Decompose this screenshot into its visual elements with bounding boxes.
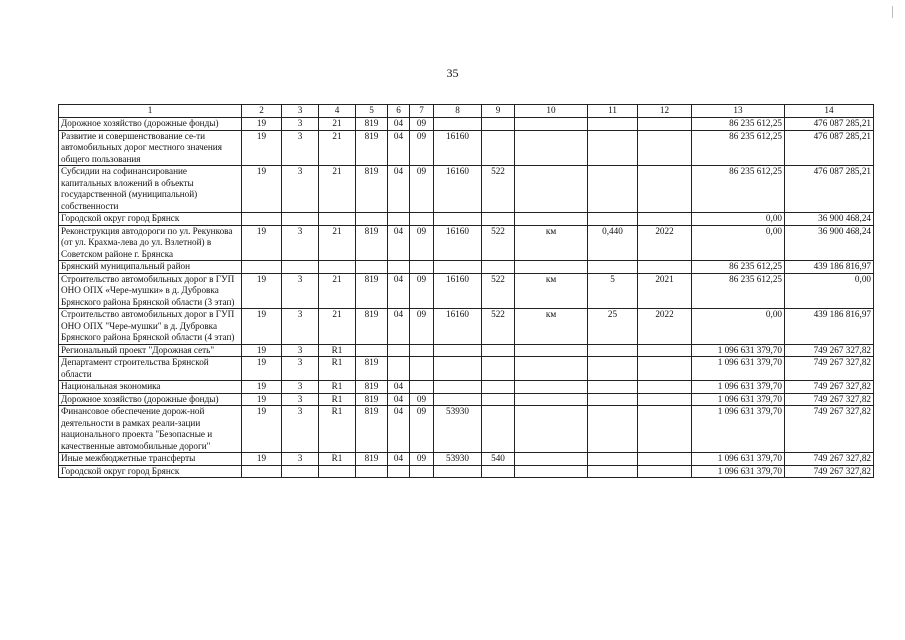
unit-cell: км xyxy=(515,309,588,345)
code-cell: 04 xyxy=(388,406,410,453)
code-cell xyxy=(482,406,515,453)
capacity-cell xyxy=(588,406,638,453)
code-cell: 21 xyxy=(319,309,356,345)
code-cell: 19 xyxy=(242,273,282,309)
code-cell: 819 xyxy=(356,453,388,466)
row-name-cell: Финансовое обеспечение дорож-ной деятельности в рамках реали-зации национального проекта "Безопасные и качественные автомобильные дороги" xyxy=(59,406,242,453)
code-cell: 3 xyxy=(282,273,319,309)
code-cell: 819 xyxy=(356,309,388,345)
code-cell: 09 xyxy=(410,273,434,309)
table-row xyxy=(59,453,874,466)
amount-cell: 749 267 327,82 xyxy=(785,393,874,406)
unit-cell xyxy=(515,166,588,213)
code-cell: 16160 xyxy=(434,309,482,345)
code-cell: 19 xyxy=(242,309,282,345)
row-name-cell: Строительство автомобильных дорог в ГУП ОНО ОПХ "Чере-мушки" в д. Дубровка Брянского района Брянской области (4 этап) xyxy=(59,309,242,345)
code-cell xyxy=(388,344,410,357)
code-cell: 819 xyxy=(356,357,388,381)
code-cell: 3 xyxy=(282,166,319,213)
column-header: 2 xyxy=(242,105,282,118)
code-cell xyxy=(356,213,388,226)
code-cell: 53930 xyxy=(434,406,482,453)
code-cell: 3 xyxy=(282,393,319,406)
code-cell xyxy=(282,213,319,226)
amount-cell: 1 096 631 379,70 xyxy=(692,393,785,406)
code-cell xyxy=(319,213,356,226)
capacity-cell xyxy=(588,261,638,274)
amount-cell: 0,00 xyxy=(785,273,874,309)
code-cell: 3 xyxy=(282,406,319,453)
code-cell: 09 xyxy=(410,225,434,261)
amount-cell: 1 096 631 379,70 xyxy=(692,453,785,466)
amount-cell: 86 235 612,25 xyxy=(692,118,785,131)
row-name-cell: Региональный проект "Дорожная сеть" xyxy=(59,344,242,357)
year-cell xyxy=(638,357,692,381)
year-cell xyxy=(638,344,692,357)
code-cell: 819 xyxy=(356,393,388,406)
code-cell xyxy=(434,261,482,274)
amount-cell: 476 087 285,21 xyxy=(785,130,874,166)
code-cell: 3 xyxy=(282,453,319,466)
unit-cell: км xyxy=(515,273,588,309)
code-cell: 09 xyxy=(410,406,434,453)
code-cell xyxy=(482,213,515,226)
amount-cell: 1 096 631 379,70 xyxy=(692,381,785,394)
code-cell: 19 xyxy=(242,225,282,261)
code-cell: 3 xyxy=(282,130,319,166)
row-name-cell: Городской округ город Брянск xyxy=(59,213,242,226)
capacity-cell xyxy=(588,465,638,478)
unit-cell xyxy=(515,465,588,478)
year-cell xyxy=(638,393,692,406)
capacity-cell xyxy=(588,393,638,406)
amount-cell: 749 267 327,82 xyxy=(785,453,874,466)
capacity-cell: 25 xyxy=(588,309,638,345)
capacity-cell xyxy=(588,213,638,226)
code-cell: 16160 xyxy=(434,166,482,213)
row-name-cell: Субсидии на софинансирование капитальных вложений в объекты государственной (муниципальной) собственности xyxy=(59,166,242,213)
unit-cell xyxy=(515,118,588,131)
table-row xyxy=(59,213,874,226)
code-cell xyxy=(388,465,410,478)
code-cell: 819 xyxy=(356,225,388,261)
code-cell xyxy=(434,344,482,357)
code-cell xyxy=(482,344,515,357)
capacity-cell: 5 xyxy=(588,273,638,309)
code-cell: R1 xyxy=(319,453,356,466)
table-body xyxy=(59,118,874,478)
unit-cell xyxy=(515,261,588,274)
table-row xyxy=(59,344,874,357)
unit-cell xyxy=(515,393,588,406)
year-cell: 2022 xyxy=(638,309,692,345)
unit-cell xyxy=(515,357,588,381)
code-cell xyxy=(482,130,515,166)
amount-cell: 749 267 327,82 xyxy=(785,381,874,394)
code-cell xyxy=(410,213,434,226)
table-header-row xyxy=(59,105,874,118)
code-cell xyxy=(410,344,434,357)
row-name-cell: Национальная экономика xyxy=(59,381,242,394)
amount-cell: 0,00 xyxy=(692,225,785,261)
code-cell: 09 xyxy=(410,118,434,131)
amount-cell: 439 186 816,97 xyxy=(785,261,874,274)
code-cell xyxy=(434,393,482,406)
code-cell: 522 xyxy=(482,166,515,213)
capacity-cell xyxy=(588,166,638,213)
amount-cell: 86 235 612,25 xyxy=(692,261,785,274)
capacity-cell xyxy=(588,130,638,166)
code-cell: 19 xyxy=(242,453,282,466)
code-cell xyxy=(282,261,319,274)
code-cell: R1 xyxy=(319,406,356,453)
amount-cell: 36 900 468,24 xyxy=(785,213,874,226)
code-cell: 819 xyxy=(356,166,388,213)
code-cell: 19 xyxy=(242,393,282,406)
code-cell: 04 xyxy=(388,166,410,213)
capacity-cell xyxy=(588,453,638,466)
amount-cell: 749 267 327,82 xyxy=(785,357,874,381)
code-cell: 04 xyxy=(388,393,410,406)
code-cell: 3 xyxy=(282,225,319,261)
column-header: 13 xyxy=(692,105,785,118)
column-header: 9 xyxy=(482,105,515,118)
table-row xyxy=(59,465,874,478)
amount-cell: 1 096 631 379,70 xyxy=(692,344,785,357)
code-cell: 04 xyxy=(388,273,410,309)
code-cell: 04 xyxy=(388,118,410,131)
capacity-cell xyxy=(588,357,638,381)
code-cell: 09 xyxy=(410,393,434,406)
code-cell xyxy=(388,213,410,226)
capacity-cell xyxy=(588,344,638,357)
capacity-cell xyxy=(588,118,638,131)
code-cell xyxy=(388,357,410,381)
year-cell xyxy=(638,166,692,213)
row-name-cell: Городской округ город Брянск xyxy=(59,465,242,478)
code-cell: R1 xyxy=(319,393,356,406)
row-name-cell: Дорожное хозяйство (дорожные фонды) xyxy=(59,118,242,131)
row-name-cell: Строительство автомобильных дорог в ГУП ОНО ОПХ «Чере-мушки» в д. Дубровка Брянского района Брянской области (3 этап) xyxy=(59,273,242,309)
code-cell xyxy=(434,118,482,131)
column-header: 5 xyxy=(356,105,388,118)
code-cell xyxy=(242,261,282,274)
column-header: 1 xyxy=(59,105,242,118)
year-cell xyxy=(638,213,692,226)
code-cell: 522 xyxy=(482,309,515,345)
table-row xyxy=(59,273,874,309)
code-cell: 21 xyxy=(319,225,356,261)
year-cell xyxy=(638,381,692,394)
code-cell: 522 xyxy=(482,273,515,309)
unit-cell xyxy=(515,213,588,226)
table-row xyxy=(59,381,874,394)
unit-cell xyxy=(515,406,588,453)
code-cell: 21 xyxy=(319,130,356,166)
code-cell xyxy=(482,118,515,131)
code-cell: 819 xyxy=(356,130,388,166)
code-cell: 09 xyxy=(410,309,434,345)
row-name-cell: Брянский муниципальный район xyxy=(59,261,242,274)
amount-cell: 749 267 327,82 xyxy=(785,344,874,357)
amount-cell: 476 087 285,21 xyxy=(785,166,874,213)
code-cell: 819 xyxy=(356,406,388,453)
amount-cell: 1 096 631 379,70 xyxy=(692,465,785,478)
amount-cell: 1 096 631 379,70 xyxy=(692,357,785,381)
column-header: 12 xyxy=(638,105,692,118)
year-cell xyxy=(638,453,692,466)
code-cell xyxy=(410,381,434,394)
code-cell: R1 xyxy=(319,357,356,381)
code-cell: 522 xyxy=(482,225,515,261)
code-cell: 819 xyxy=(356,381,388,394)
code-cell xyxy=(356,344,388,357)
code-cell xyxy=(319,261,356,274)
amount-cell: 476 087 285,21 xyxy=(785,118,874,131)
column-header: 10 xyxy=(515,105,588,118)
amount-cell: 86 235 612,25 xyxy=(692,273,785,309)
code-cell: 16160 xyxy=(434,130,482,166)
code-cell: 3 xyxy=(282,344,319,357)
code-cell: 3 xyxy=(282,309,319,345)
code-cell: 04 xyxy=(388,225,410,261)
capacity-cell xyxy=(588,381,638,394)
table-row xyxy=(59,261,874,274)
code-cell: 819 xyxy=(356,273,388,309)
table-row xyxy=(59,130,874,166)
code-cell xyxy=(434,381,482,394)
code-cell: 53930 xyxy=(434,453,482,466)
row-name-cell: Иные межбюджетные трансферты xyxy=(59,453,242,466)
row-name-cell: Реконструкция автодороги по ул. Рекункова (от ул. Крахма-лева до ул. Взлетной) в Советском районе г. Брянска xyxy=(59,225,242,261)
amount-cell: 86 235 612,25 xyxy=(692,130,785,166)
code-cell: 19 xyxy=(242,344,282,357)
code-cell xyxy=(242,213,282,226)
unit-cell xyxy=(515,130,588,166)
column-header: 11 xyxy=(588,105,638,118)
code-cell xyxy=(242,465,282,478)
year-cell: 2022 xyxy=(638,225,692,261)
code-cell: R1 xyxy=(319,381,356,394)
code-cell xyxy=(356,261,388,274)
year-cell xyxy=(638,465,692,478)
code-cell: 819 xyxy=(356,118,388,131)
table-row xyxy=(59,309,874,345)
code-cell: 21 xyxy=(319,166,356,213)
column-header: 7 xyxy=(410,105,434,118)
code-cell: 09 xyxy=(410,130,434,166)
code-cell: 04 xyxy=(388,381,410,394)
code-cell xyxy=(410,261,434,274)
table-row xyxy=(59,393,874,406)
table-row xyxy=(59,357,874,381)
code-cell xyxy=(482,357,515,381)
code-cell: 09 xyxy=(410,166,434,213)
code-cell: 540 xyxy=(482,453,515,466)
column-header: 4 xyxy=(319,105,356,118)
code-cell: 3 xyxy=(282,381,319,394)
code-cell: 19 xyxy=(242,130,282,166)
column-header: 6 xyxy=(388,105,410,118)
code-cell: 04 xyxy=(388,453,410,466)
row-name-cell: Дорожное хозяйство (дорожные фонды) xyxy=(59,393,242,406)
year-cell xyxy=(638,406,692,453)
budget-table xyxy=(58,104,874,478)
code-cell xyxy=(410,357,434,381)
code-cell xyxy=(434,213,482,226)
row-name-cell: Развитие и совершенствование се-ти автомобильных дорог местного значения общего пользования xyxy=(59,130,242,166)
code-cell xyxy=(482,393,515,406)
amount-cell: 1 096 631 379,70 xyxy=(692,406,785,453)
code-cell: 19 xyxy=(242,166,282,213)
unit-cell: км xyxy=(515,225,588,261)
year-cell xyxy=(638,130,692,166)
code-cell: 19 xyxy=(242,406,282,453)
code-cell: 19 xyxy=(242,357,282,381)
amount-cell: 749 267 327,82 xyxy=(785,406,874,453)
code-cell: 19 xyxy=(242,118,282,131)
code-cell xyxy=(434,357,482,381)
unit-cell xyxy=(515,381,588,394)
code-cell xyxy=(482,465,515,478)
code-cell: R1 xyxy=(319,344,356,357)
capacity-cell: 0,440 xyxy=(588,225,638,261)
table-row xyxy=(59,225,874,261)
code-cell: 21 xyxy=(319,118,356,131)
page-number: 35 xyxy=(446,66,459,80)
code-cell xyxy=(388,261,410,274)
code-cell xyxy=(410,465,434,478)
unit-cell xyxy=(515,453,588,466)
table-row xyxy=(59,406,874,453)
code-cell xyxy=(319,465,356,478)
code-cell: 04 xyxy=(388,309,410,345)
year-cell xyxy=(638,261,692,274)
row-name-cell: Департамент строительства Брянской области xyxy=(59,357,242,381)
column-header: 14 xyxy=(785,105,874,118)
code-cell: 04 xyxy=(388,130,410,166)
code-cell xyxy=(356,465,388,478)
code-cell: 21 xyxy=(319,273,356,309)
unit-cell xyxy=(515,344,588,357)
table-row xyxy=(59,166,874,213)
column-header: 3 xyxy=(282,105,319,118)
amount-cell: 36 900 468,24 xyxy=(785,225,874,261)
column-header: 8 xyxy=(434,105,482,118)
code-cell: 16160 xyxy=(434,225,482,261)
code-cell xyxy=(282,465,319,478)
page-edge-mark xyxy=(892,6,893,18)
code-cell: 19 xyxy=(242,381,282,394)
amount-cell: 0,00 xyxy=(692,213,785,226)
table-row xyxy=(59,118,874,131)
code-cell xyxy=(482,381,515,394)
year-cell xyxy=(638,118,692,131)
amount-cell: 86 235 612,25 xyxy=(692,166,785,213)
code-cell xyxy=(434,465,482,478)
code-cell: 09 xyxy=(410,453,434,466)
amount-cell: 0,00 xyxy=(692,309,785,345)
code-cell xyxy=(482,261,515,274)
code-cell: 3 xyxy=(282,118,319,131)
year-cell: 2021 xyxy=(638,273,692,309)
code-cell: 16160 xyxy=(434,273,482,309)
amount-cell: 749 267 327,82 xyxy=(785,465,874,478)
amount-cell: 439 186 816,97 xyxy=(785,309,874,345)
code-cell: 3 xyxy=(282,357,319,381)
